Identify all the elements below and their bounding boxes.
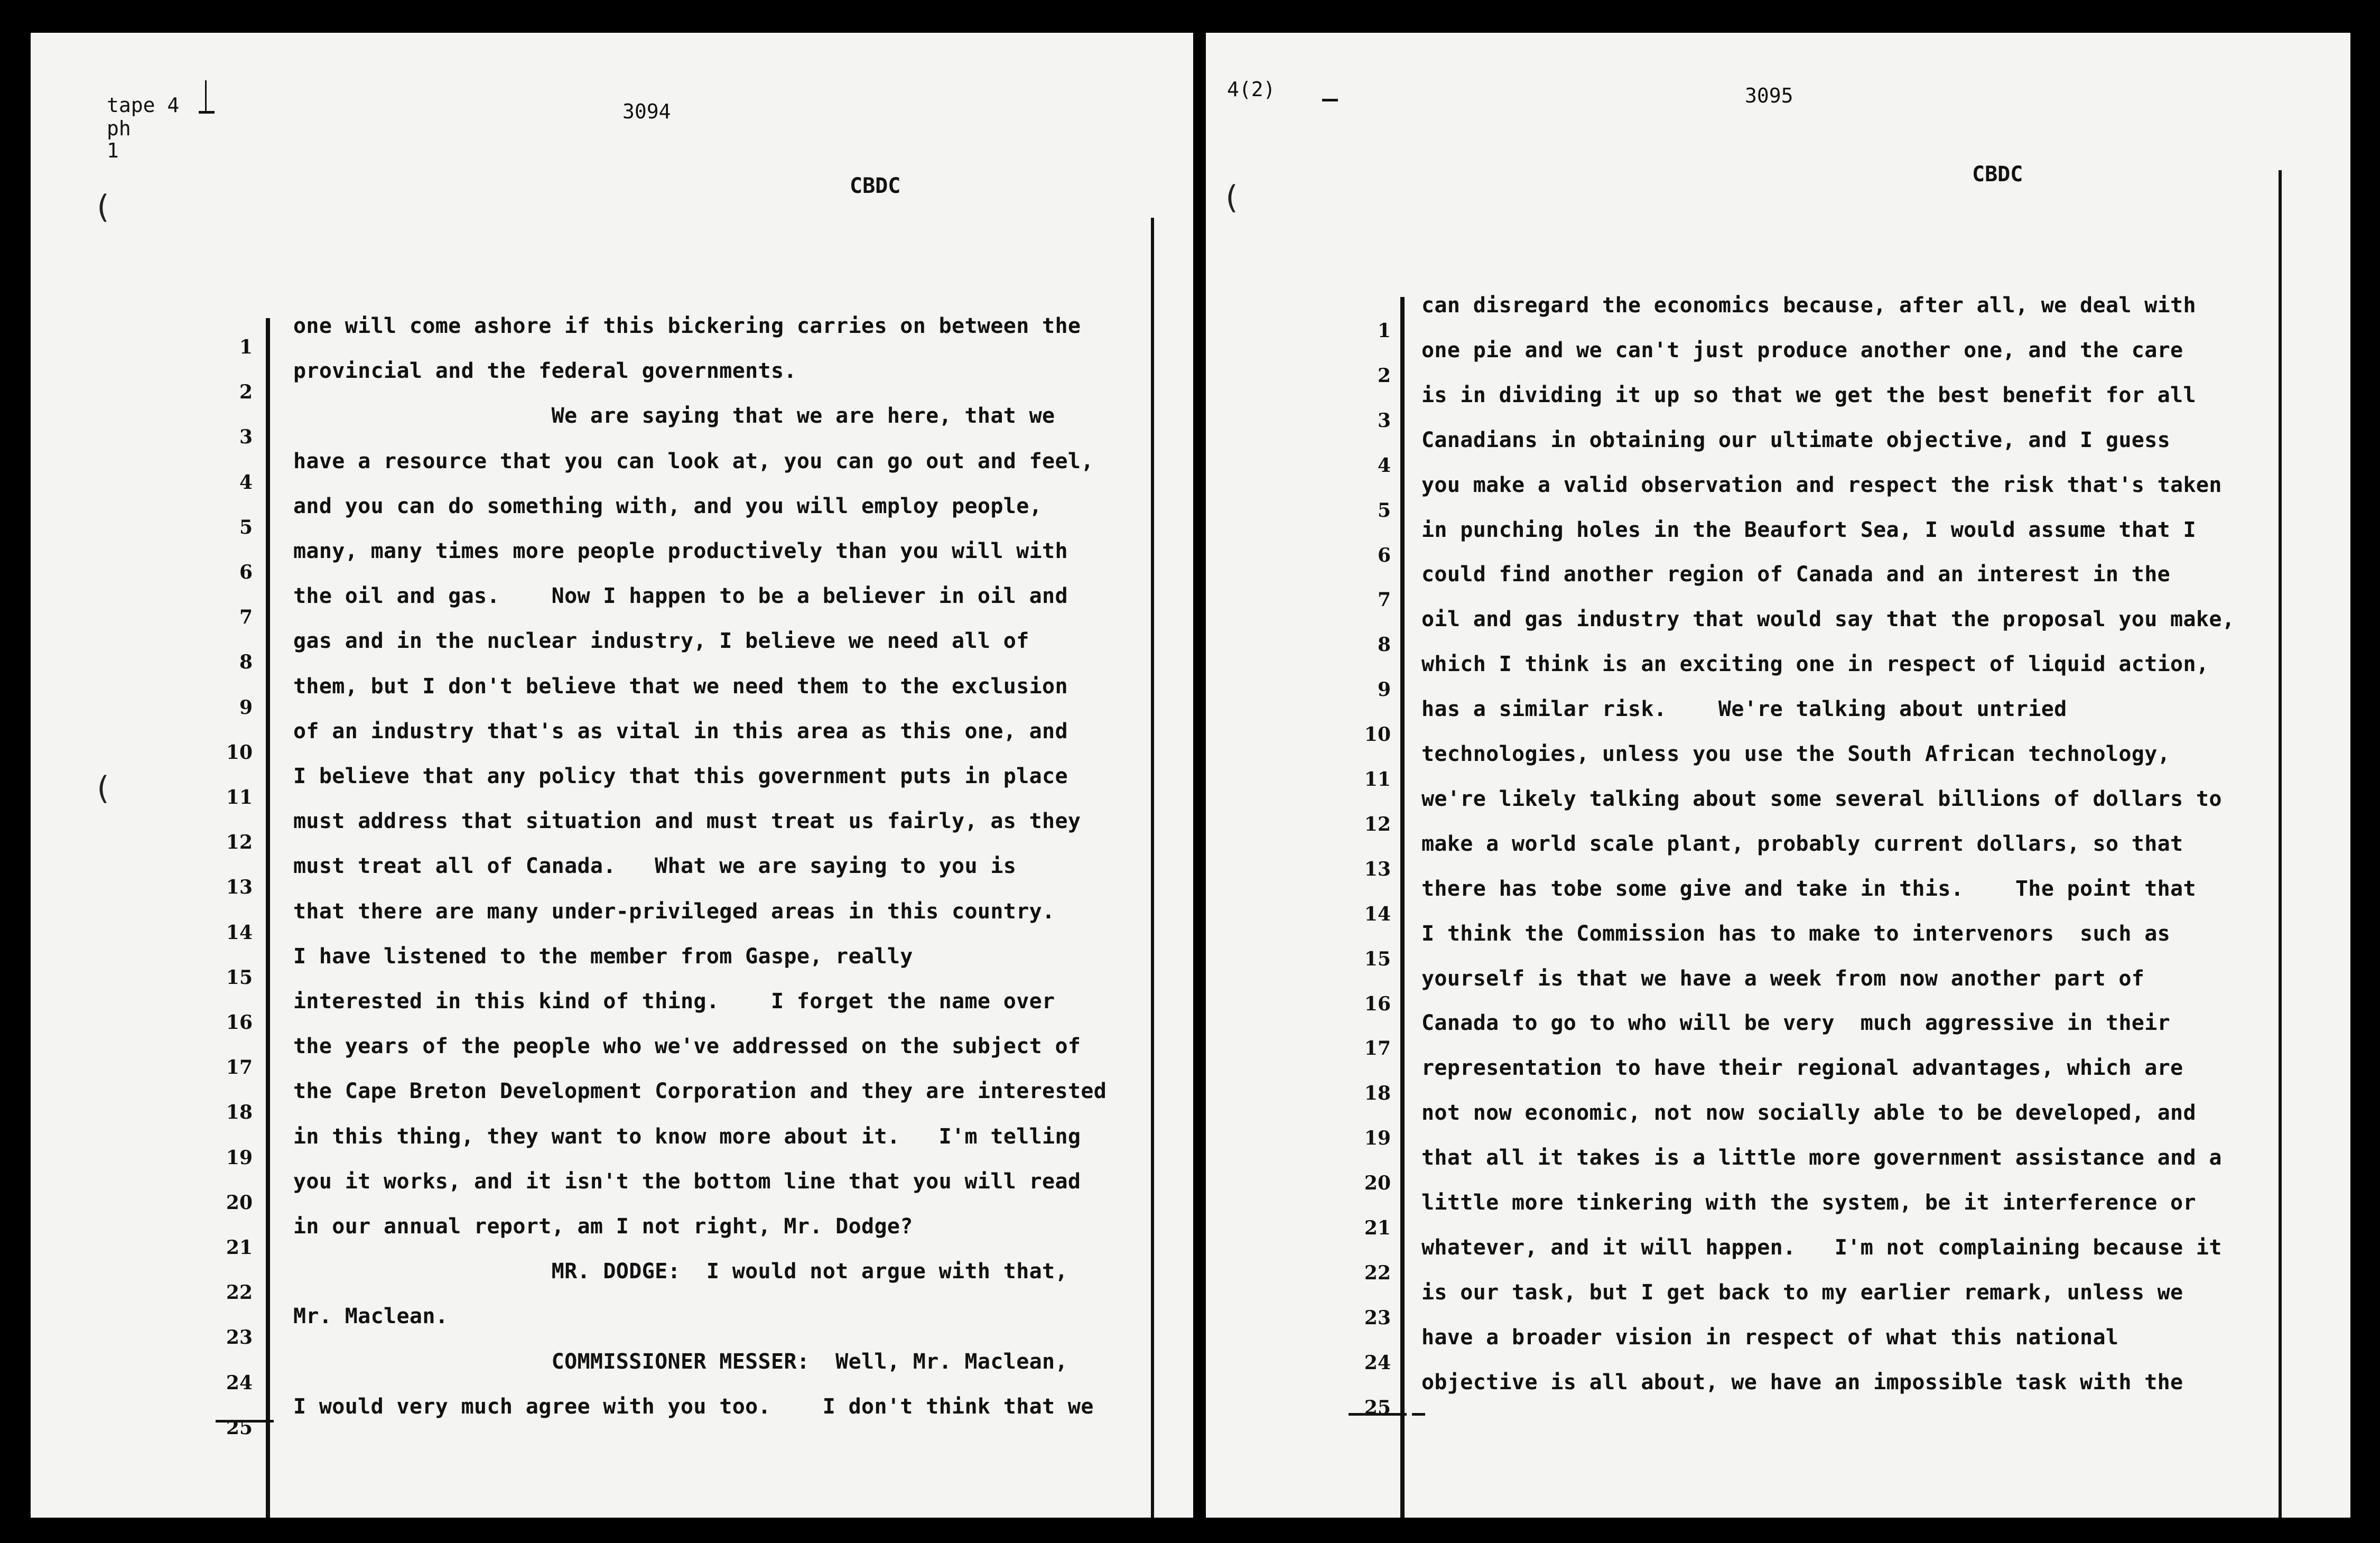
tape-tick [205,80,207,112]
margin-paren: ( [1222,179,1241,216]
org-header: CBDC [850,174,901,198]
line-number: 13 [1364,858,1391,880]
transcript-page-right [1206,33,2350,1518]
transcript-page-left [31,33,1193,1518]
line-number: 23 [226,1326,253,1349]
transcript-line: in our annual report, am I not right, Mr. Dodge? [293,1214,913,1239]
tape-label: tape 4 [107,94,180,117]
line-number: 22 [226,1281,253,1304]
line-number: 11 [1364,768,1391,791]
line-number: 17 [226,1056,253,1079]
line-number: 15 [1364,947,1391,970]
left-margin-rule [1400,297,1405,1518]
transcript-line: provincial and the federal governments. [293,359,797,384]
line-number: 20 [226,1191,253,1214]
line-number: 15 [226,966,253,989]
line-number: 9 [1377,678,1391,701]
transcript-line: is our task, but I get back to my earlier remark, unless we [1421,1280,2183,1305]
line-number: 2 [239,381,253,404]
margin-paren: ( [93,770,113,807]
transcript-line: Canada to go to who will be very much aggressive in their [1421,1011,2171,1036]
line-number: 18 [1364,1082,1391,1105]
line-number: 1 [1377,320,1391,342]
transcript-line: have a broader vision in respect of what this national [1421,1325,2119,1350]
line-number: 5 [1377,499,1391,522]
line-number: 21 [226,1237,253,1259]
transcript-line: can disregard the economics because, after all, we deal with [1421,293,2196,318]
transcript-line: I would very much agree with you too. I don't think that we [293,1394,1094,1419]
transcript-line: one will come ashore if this bickering carries on between the [293,314,1081,338]
transcript-line: interested in this kind of thing. I forget the name over [293,989,1055,1014]
line-number: 18 [226,1101,253,1124]
transcript-line: representation to have their regional advantages, which are [1421,1056,2183,1081]
transcript-line: of an industry that's as vital in this area as this one, and [293,719,1068,743]
transcript-line: the Cape Breton Development Corporation and they are interested [293,1079,1107,1104]
line-number: 6 [239,561,253,583]
line-25-tick [1412,1413,1425,1416]
transcript-line: oil and gas industry that would say that the proposal you make, [1421,607,2235,632]
right-margin-rule [1151,218,1154,1518]
line-number: 12 [226,831,253,854]
line-number: 24 [226,1371,253,1394]
transcript-line: is in dividing it up so that we get the best benefit for all [1421,383,2196,407]
margin-paren: ( [93,189,113,226]
line-number: 5 [239,516,253,538]
page-number: 3095 [1745,84,1793,107]
line-number: 12 [1364,813,1391,835]
transcript-line: must address that situation and must treat us fairly, as they [293,809,1081,834]
line-number: 14 [226,921,253,944]
transcript-line: must treat all of Canada. What we are saying to you is [293,854,1017,879]
transcript-line: one pie and we can't just produce another one, and the care [1421,338,2183,362]
line-number: 20 [1364,1172,1391,1195]
transcript-line: technologies, unless you use the South African technology, [1421,742,2171,766]
line-number: 3 [239,426,253,449]
transcript-line: which I think is an exciting one in respect of liquid action, [1421,652,2209,677]
line-number: 1 [239,336,253,358]
transcript-line: Canadians in obtaining our ultimate objective, and I guess [1421,427,2171,452]
transcript-line: could find another region of Canada and an interest in the [1421,562,2171,587]
right-margin-rule [2279,170,2282,1518]
transcript-line: has a similar risk. We're talking about untried [1421,697,2067,722]
transcript-line: you it works, and it isn't the bottom line that you will read [293,1169,1081,1194]
org-header: CBDC [1972,162,2023,187]
line-number: 17 [1364,1037,1391,1060]
transcript-line: many, many times more people productively than you will with [293,539,1068,563]
line-number: 21 [1364,1217,1391,1239]
line-number: 10 [226,741,253,764]
transcript-line: make a world scale plant, probably current dollars, so that [1421,831,2183,856]
line-number: 19 [1364,1127,1391,1150]
line-number: 13 [226,876,253,899]
transcript-line: the oil and gas. Now I happen to be a believer in oil and [293,584,1068,609]
line-number: 16 [1364,992,1391,1015]
line-number: 19 [226,1146,253,1169]
line-number: 8 [1377,634,1391,656]
line-number: 24 [1364,1351,1391,1374]
line-number: 23 [1364,1306,1391,1329]
transcript-line: that there are many under-privileged areas in this country. [293,899,1055,924]
transcript-line: and you can do something with, and you will employ people, [293,494,1043,518]
transcript-line: We are saying that we are here, that we [293,404,1055,429]
line-number: 6 [1377,544,1391,566]
line-number: 14 [1364,903,1391,925]
transcript-line: I have listened to the member from Gaspe, really [293,944,913,969]
transcript-line: in punching holes in the Beaufort Sea, I would assume that I [1421,517,2196,542]
line-number: 10 [1364,723,1391,746]
line-number: 11 [226,786,253,808]
tape-index: 1 [107,139,119,162]
transcript-line: there has tobe some give and take in this. The point that [1421,876,2196,901]
transcript-line: we're likely talking about some several billions of dollars to [1421,786,2222,811]
transcript-line: the years of the people who we've addressed on the subject of [293,1034,1081,1059]
transcript-line: whatever, and it will happen. I'm not complaining because it [1421,1235,2222,1260]
line-number: 2 [1377,364,1391,387]
page-number: 3094 [622,100,671,123]
transcript-line: that all it takes is a little more government assistance and a [1421,1146,2222,1170]
transcript-line: yourself is that we have a week from now another part of [1421,966,2145,991]
line-number: 25 [226,1416,253,1439]
transcript-line: MR. DODGE: I would not argue with that, [293,1259,1068,1284]
transcript-line: gas and in the nuclear industry, I believe we need all of [293,629,1029,654]
line-number: 4 [1377,454,1391,477]
tape-initials: ph [107,117,131,140]
line-number: 3 [1377,409,1391,432]
line-number: 9 [239,696,253,719]
transcript-line: have a resource that you can look at, you can go out and feel, [293,449,1094,473]
transcript-line: I believe that any policy that this government puts in place [293,764,1068,788]
transcript-line: not now economic, not now socially able to be developed, and [1421,1101,2196,1126]
line-number: 7 [239,606,253,629]
transcript-line: COMMISSIONER MESSER: Well, Mr. Maclean, [293,1349,1068,1374]
tape-mark [1322,99,1338,101]
transcript-line: I think the Commission has to make to intervenors such as [1421,921,2171,946]
line-number: 8 [239,651,253,674]
line-number: 4 [239,471,253,494]
transcript-line: little more tinkering with the system, be it interference or [1421,1191,2196,1215]
line-number: 22 [1364,1261,1391,1284]
transcript-line: in this thing, they want to know more about it. I'm telling [293,1124,1081,1149]
line-number: 7 [1377,589,1391,611]
left-margin-rule [266,318,270,1518]
tape-mark [199,111,215,114]
transcript-line: you make a valid observation and respect the risk that's taken [1421,472,2222,497]
transcript-line: objective is all about, we have an impossible task with the [1421,1370,2183,1395]
line-number: 16 [226,1011,253,1034]
tape-label: 4(2) [1227,78,1276,101]
transcript-line: Mr. Maclean. [293,1304,449,1329]
line-number: 25 [1364,1396,1391,1419]
transcript-line: them, but I don't believe that we need them to the exclusion [293,674,1068,699]
